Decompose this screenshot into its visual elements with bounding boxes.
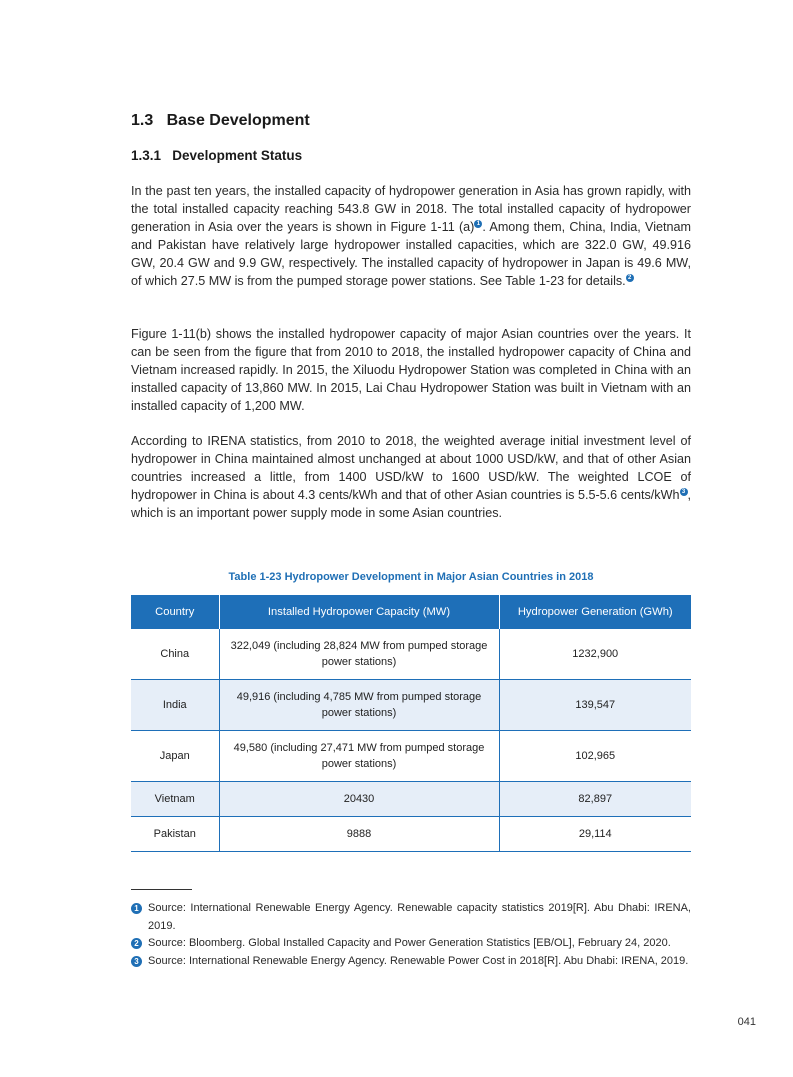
table-row xyxy=(131,731,691,782)
footnote-text: Source: International Renewable Energy Agency. Renewable capacity statistics 2019[R]. Abu Dhabi: IRENA, 2019. xyxy=(148,902,691,932)
table-row xyxy=(131,629,691,680)
paragraph-installed-capacity xyxy=(131,182,691,291)
cell-generation: 29,114 xyxy=(499,817,691,852)
paragraph-text: According to IRENA statistics, from 2010 to 2018, the weighted average initial investment level of hydropower in China maintained almost unchanged at about 1000 USD/kW, and that of other Asian countries increased a little, from 1400 USD/kW to 1600 USD/kW. The weighted LCOE of hydropower in China is about 4.3 cents/kWh and that of other Asian countries is 5.5-5.6 cents/kWh xyxy=(131,434,691,503)
column-header-country: Country xyxy=(131,595,219,629)
paragraph-irena-costs xyxy=(131,432,691,522)
table-row xyxy=(131,817,691,852)
section-number: 1.3 xyxy=(131,112,154,129)
table-row xyxy=(131,680,691,731)
section-title: Base Development xyxy=(166,112,310,129)
paragraph-text: , which is an important power supply mode in some Asian countries. xyxy=(131,488,691,521)
subsection-title: Development Status xyxy=(172,148,303,163)
subsection-heading xyxy=(131,148,302,163)
table-row xyxy=(131,782,691,817)
paragraph-country-trends: Figure 1-11(b) shows the installed hydropower capacity of major Asian countries over the years. It can be seen from the figure that from 2010 to 2018, the installed hydropower capacity of China and Vietnam increased rapidly. In 2015, the Xiluodu Hydropower Station was completed in China with an installed capacity of 13,860 MW. In 2015, Lai Chau Hydropower Station was built in Vietnam with an installed capacity of 1,200 MW. xyxy=(131,327,691,414)
footnote-marker-1[interactable]: 1 xyxy=(474,220,482,228)
cell-generation: 82,897 xyxy=(499,782,691,817)
footnote-text: Source: International Renewable Energy Agency. Renewable Power Cost in 2018[R]. Abu Dhabi: IRENA, 2019. xyxy=(148,954,689,967)
footnote-number-badge: 1 xyxy=(131,903,142,914)
cell-country: Pakistan xyxy=(131,817,219,852)
cell-capacity: 49,580 (including 27,471 MW from pumped storage power stations) xyxy=(219,731,499,782)
column-header-generation: Hydropower Generation (GWh) xyxy=(499,595,691,629)
paragraph-text: In the past ten years, the installed capacity of hydropower generation in Asia has grown rapidly, with the total installed capacity reaching 543.8 GW in 2018. The total installed capacity of hydropower generation in Asia over the years is shown in Figure 1-11 (a) xyxy=(131,184,691,235)
footnotes xyxy=(131,900,691,970)
section-heading xyxy=(131,112,310,130)
footnote-number-badge: 2 xyxy=(131,938,142,949)
cell-country: India xyxy=(131,680,219,731)
footnote-marker-2[interactable]: 2 xyxy=(626,274,634,282)
footnote-item xyxy=(131,935,691,953)
footnote-marker-3[interactable]: 3 xyxy=(680,488,688,496)
cell-country: Vietnam xyxy=(131,782,219,817)
page-number: 041 xyxy=(737,1016,756,1028)
footnote-number-badge: 3 xyxy=(131,956,142,967)
cell-capacity: 20430 xyxy=(219,782,499,817)
footnote-text: Source: Bloomberg. Global Installed Capacity and Power Generation Statistics [EB/OL], February 24, 2020. xyxy=(148,937,671,949)
footnote-item xyxy=(131,900,691,935)
cell-capacity: 322,049 (including 28,824 MW from pumped storage power stations) xyxy=(219,629,499,680)
cell-capacity: 49,916 (including 4,785 MW from pumped storage power stations) xyxy=(219,680,499,731)
hydropower-table xyxy=(131,595,691,852)
cell-country: China xyxy=(131,629,219,680)
footnote-divider xyxy=(131,889,192,890)
column-header-capacity: Installed Hydropower Capacity (MW) xyxy=(219,595,499,629)
footnote-item xyxy=(131,953,691,971)
cell-capacity: 9888 xyxy=(219,817,499,852)
cell-generation: 139,547 xyxy=(499,680,691,731)
cell-country: Japan xyxy=(131,731,219,782)
subsection-number: 1.3.1 xyxy=(131,148,162,163)
table-header-row xyxy=(131,595,691,629)
paragraph-text: . Among them, China, India, Vietnam and Pakistan have relatively large hydropower installed capacities, which are 322.0 GW, 49.916 GW, 20.4 GW and 9.9 GW, respectively. The installed capacity of hydropower in Japan is 49.6 MW, of which 27.5 MW is from the pumped storage power stations. See Table 1-23 for details. xyxy=(131,220,692,289)
cell-generation: 102,965 xyxy=(499,731,691,782)
cell-generation: 1232,900 xyxy=(499,629,691,680)
table-caption: Table 1-23 Hydropower Development in Major Asian Countries in 2018 xyxy=(228,571,594,583)
